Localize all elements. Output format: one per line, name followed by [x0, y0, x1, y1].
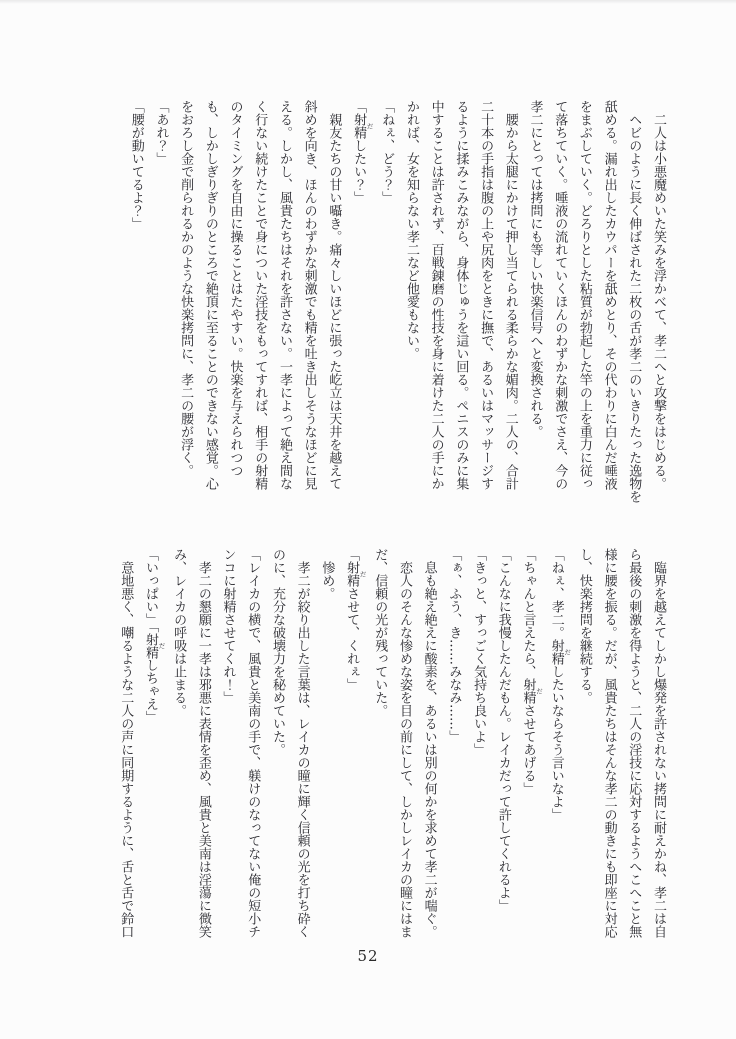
text-line: 孝二が絞り出した言葉は、レイカの瞳に輝く信頼の光を打ち砕く: [294, 548, 310, 938]
furigana-ruby: 射精 だ: [520, 678, 543, 704]
text-line: も、しかしぎりぎりのところで絶頂に至ることのできない感覚。心: [202, 100, 218, 490]
story-text-block-top: [123, 100, 670, 506]
story-text-block-bottom: [113, 548, 670, 954]
text-line: 「あれ？」: [153, 100, 169, 165]
furigana-ruby: 射精 だ: [344, 561, 367, 587]
text-line: 意地悪く、嘲るような二人の声に同期するように、舌と舌で鈴口: [118, 548, 134, 938]
text-line: 「ねぇ、どう？」: [379, 100, 395, 204]
text-line: 「腰が動いてるよ？」: [128, 100, 144, 230]
text-line: て落ちていく。唾液の流れていくほんのわずかな刺激でさえ、今の: [552, 100, 568, 490]
text-line: ンコに射精させてくれ！」: [220, 548, 236, 704]
furigana-ruby: 射精 だ: [142, 632, 166, 659]
text-line: 「射精 だしたい？」: [351, 100, 374, 204]
furigana-ruby: 射精 だ: [548, 639, 572, 665]
text-line: だ、信頼の光が残っていた。: [372, 548, 388, 717]
text-line: 様に腰を振る。だが、風貴たちはそんな孝二の動きにも即座に対応: [601, 548, 617, 938]
text-line: 斜めを向き、ほんのわずかな刺激でも精を吐き出しそうなほどに見: [301, 100, 317, 490]
text-line: く行ない続けたことで身についた淫技をもってすれば、相手の射精: [252, 100, 268, 490]
text-line: るように揉みこみながら、身体じゅうを這い回る。ペニスのみに集: [453, 100, 469, 490]
text-line: ヘビのように長く伸ばされた二枚の舌が孝二のいきりたった逸物を: [626, 100, 642, 503]
text-line: 惨め。: [319, 548, 335, 600]
text-line: のに、充分な破壊力を秘めていた。: [269, 548, 285, 756]
text-line: える。しかし、風貴たちはそれを許さない。一孝によって絶え間な: [276, 100, 292, 490]
text-line: 二十本の手指は腹の上や尻肉をときに撫で、あるいはマッサージす: [478, 100, 494, 490]
text-line: 中することは許されず、百戦錬磨の性技を身に着けた二人の手にか: [428, 100, 444, 490]
text-line: 孝二にとっては拷問にも等しい快楽信号へと変換される。: [527, 100, 543, 438]
text-line: ら最後の刺激を得ようと、二人の淫技に応対するようへこへこと無: [626, 548, 642, 938]
text-line: かれば、女を知らない孝二など他愛もない。: [403, 100, 419, 360]
text-line: 親友たちの甘い囁き。痛々しいほどに張った屹立は天井を越えて: [326, 100, 342, 490]
text-line: 「いっぱい」「射精 だしちゃえ」: [142, 548, 166, 724]
page-number: 52: [357, 947, 379, 965]
text-line: 臨界を越えてしかし爆発を許されない拷問に耐えかね、孝二は自: [651, 548, 666, 938]
text-line: 「レイカの横で、風貴と美南の手で、躾けのなってない俺の短小チ: [245, 548, 261, 938]
text-line: 二人は小悪魔めいた笑みを浮かべて、孝二へと攻撃をはじめる。: [651, 100, 666, 490]
text-line: をおろし金で削られるかのような快楽拷問に、孝二の腰が浮く。: [178, 100, 194, 477]
text-line: 腰から太腿にかけて押し当てられる柔らかな媚肉。二人の、合計: [502, 100, 518, 490]
text-line: 舐める。漏れ出したカウパーを舐めとり、その代わりに白んだ唾液: [601, 100, 617, 490]
text-line: し、快楽拷問を継続する。: [576, 548, 592, 704]
text-line: 「射精 ださせて、くれぇ」: [344, 548, 367, 691]
text-line: 孝二の懇願に一孝は邪悪に表情を歪め、風貴と美南は淫蕩に微笑: [195, 548, 211, 938]
text-line: のタイミングを自由に操ることはたやすい。快楽を与えられつつ: [227, 100, 243, 477]
furigana-ruby: 射精 だ: [351, 113, 374, 139]
text-line: み、レイカの呼吸は止まる。: [171, 548, 187, 717]
text-line: 「ぁ、ふう、き……みなみ……」: [446, 548, 462, 743]
text-line: 「ねぇ、孝二。射精 だしたいならそう言いなよ」: [548, 548, 572, 821]
text-line: 「こんなに我慢したんだもん。レイカだって許してくれるよ」: [495, 548, 511, 912]
text-line: 「ちゃんと言えたら、射精 ださせてあげる」: [520, 548, 543, 795]
text-line: 息も絶え絶えに酸素を、あるいは別の何かを求めて孝二が喘ぐ。: [421, 548, 437, 938]
text-line: をまぶしていく。どろりとした粘質が勃起した竿の上を重力に従っ: [576, 100, 592, 490]
text-line: 恋人のそんな惨めな姿を目の前にして、しかしレイカの瞳にはま: [396, 548, 412, 938]
text-line: 「きっと、すっごく気持ち良いよ」: [471, 548, 487, 756]
